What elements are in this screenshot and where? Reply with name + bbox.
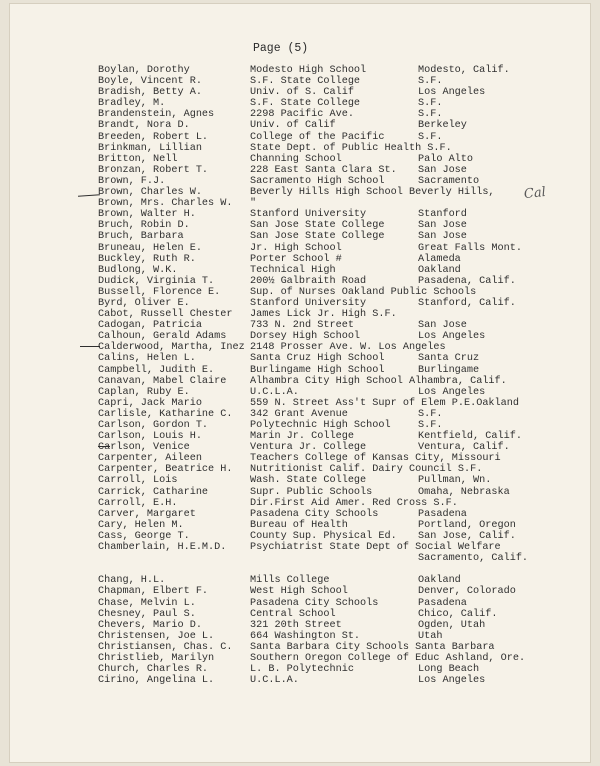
entry-name: Bussell, Florence E. (98, 286, 221, 298)
list-item (98, 464, 568, 475)
entry-location: Berkeley (418, 120, 467, 132)
entry-affiliation: County Sup. Physical Ed. (250, 530, 397, 542)
entry-name: Cary, Helen M. (98, 519, 184, 531)
entry-affiliation: San Jose State College (250, 220, 385, 232)
entry-name: Carlson, Gordon T. (98, 420, 209, 431)
entry-name: Byrd, Oliver E. (98, 297, 190, 309)
list-item (98, 609, 568, 620)
entry-affiliation: 559 N. Street Ass't Supr of Elem P.E.Oakland (250, 397, 519, 409)
entry-location: S.F. (418, 109, 443, 121)
entry-affiliation: Bureau of Health (250, 519, 348, 531)
entry-location: Portland, Oregon (418, 519, 516, 531)
entry-location: Alameda (418, 253, 461, 265)
list-item (98, 231, 568, 242)
entry-name: Cadogan, Patricia (98, 320, 202, 332)
entry-affiliation: U.C.L.A. (250, 675, 299, 687)
entry-name: Carroll, Lois (98, 475, 178, 487)
entry-name: Bronzan, Robert T. (98, 164, 209, 176)
list-item (98, 509, 568, 520)
entry-name: Breeden, Robert L. (98, 131, 209, 143)
list-item (98, 120, 568, 131)
entry-location: Los Angeles (418, 386, 486, 398)
entry-location: Los Angeles (418, 87, 486, 99)
list-item (98, 586, 568, 597)
entry-location: Stanford (418, 209, 467, 221)
list-item (98, 320, 568, 331)
page-title: Page (5) (253, 42, 309, 55)
entry-location: Long Beach (418, 664, 480, 676)
entry-affiliation: U.C.L.A. (250, 386, 299, 398)
list-item (98, 653, 568, 664)
list-item (98, 109, 568, 120)
entry-affiliation: 2298 Pacific Ave. (250, 109, 354, 121)
entry-name: Carrick, Catharine (98, 486, 209, 498)
entry-affiliation: James Lick Jr. High S.F. (250, 309, 397, 321)
list-item (98, 675, 568, 686)
entry-affiliation: Central School (250, 608, 336, 620)
entry-location: Denver, Colorado (418, 586, 516, 598)
entry-location: Oakland (418, 575, 461, 587)
entry-name: Chevers, Mario D. (98, 619, 202, 631)
list-item (98, 475, 568, 486)
entry-location: Los Angeles (418, 331, 486, 343)
entry-name: Brandt, Nora D. (98, 120, 190, 132)
entry-name: Britton, Nell (98, 153, 178, 165)
entry-affiliation: College of the Pacific (250, 131, 385, 143)
entry-location: Santa Cruz (418, 353, 480, 365)
entry-affiliation: Teachers College of Kansas City, Missouri (250, 453, 501, 465)
entry-affiliation: Santa Cruz High School (250, 353, 385, 365)
entry-affiliation: Technical High (250, 264, 336, 276)
entry-affiliation: Pasadena City Schools (250, 508, 379, 520)
entry-name: Bruch, Barbara (98, 231, 184, 243)
entry-affiliation: L. B. Polytechnic (250, 664, 354, 676)
entry-affiliation: Dorsey High School (250, 331, 361, 343)
list-item (98, 420, 568, 431)
entry-location: Chico, Calif. (418, 608, 498, 620)
entry-name: Budlong, W.K. (98, 264, 178, 276)
entry-name: Capri, Jack Mario (98, 397, 202, 409)
entry-affiliation: Burlingame High School (250, 364, 385, 376)
list-item (98, 276, 568, 287)
entry-location: Palo Alto (418, 153, 474, 165)
entry-name: Caplan, Ruby E. (98, 386, 190, 398)
entry-affiliation: Nutritionist Calif. Dairy Council S.F. (250, 464, 483, 476)
list-item (98, 342, 568, 353)
entry-affiliation: 228 East Santa Clara St. (250, 164, 397, 176)
entry-name: Dudick, Virginia T. (98, 275, 215, 287)
entry-location: San Jose (418, 220, 467, 232)
entry-location: Omaha, Nebraska (418, 486, 510, 498)
entry-affiliation: Sacramento High School (250, 175, 385, 187)
pencil-check-mark (78, 194, 100, 197)
entry-name: Carlisle, Katharine C. (98, 408, 233, 420)
list-item (98, 453, 568, 464)
entry-affiliation: State Dept. of Public Health S.F. (250, 142, 452, 154)
list-item (98, 620, 568, 631)
entry-affiliation: Dir.First Aid Amer. Red Cross S.F. (250, 497, 458, 509)
entry-name: Brown, F.J. (98, 175, 166, 187)
entry-location: Great Falls Mont. (418, 242, 522, 254)
entry-location: Pasadena (418, 508, 467, 520)
entry-name: Christiansen, Chas. C. (98, 641, 233, 653)
entry-location: Oakland (418, 264, 461, 276)
entry-location: Ventura, Calif. (418, 442, 510, 454)
entry-affiliation: Supr. Public Schools (250, 486, 373, 498)
list-item (98, 176, 568, 187)
entry-affiliation: 664 Washington St. (250, 630, 361, 642)
entry-name: Carpenter, Beatrice H. (98, 464, 233, 476)
entry-affiliation: Alhambra City High School Alhambra, Calif. (250, 375, 507, 387)
entry-name: Calins, Helen L. (98, 353, 196, 365)
list-item (98, 642, 568, 653)
list-item (98, 254, 568, 265)
list-item (98, 398, 568, 409)
entry-affiliation: Mills College (250, 575, 330, 587)
entry-affiliation: Jr. High School (250, 242, 342, 254)
list-item (98, 198, 568, 209)
entry-location: S.F. (418, 420, 443, 431)
entry-location: Pasadena (418, 597, 467, 609)
list-item (98, 132, 568, 143)
entry-location: S.F. (418, 76, 443, 88)
entry-affiliation: " (250, 198, 257, 210)
list-item (98, 553, 568, 564)
list-item (98, 165, 568, 176)
list-item (98, 498, 568, 509)
list-item (98, 353, 568, 364)
entry-affiliation: San Jose State College (250, 231, 385, 243)
entry-name: Campbell, Judith E. (98, 364, 215, 376)
entry-name: Chesney, Paul S. (98, 608, 196, 620)
entry-name: Bruneau, Helen E. (98, 242, 202, 254)
entry-affiliation: Porter School # (250, 253, 342, 265)
entry-name: Chapman, Elbert F. (98, 586, 209, 598)
list-item (98, 331, 568, 342)
entry-location: Utah (418, 630, 443, 642)
entry-location: S.F. (418, 408, 443, 420)
entry-location: Pasadena, Calif. (418, 275, 516, 287)
entry-affiliation: Wash. State College (250, 475, 367, 487)
entry-name: Church, Charles R. (98, 664, 209, 676)
entry-name: Calhoun, Gerald Adams (98, 331, 227, 343)
entry-affiliation: Beverly Hills High School Beverly Hills, (250, 187, 495, 199)
list-item (98, 387, 568, 398)
entry-name: Brinkman, Lillian (98, 142, 202, 154)
entry-location: S.F. (418, 98, 443, 110)
entry-affiliation: Modesto High School (250, 65, 367, 76)
entry-name: Christlieb, Marilyn (98, 652, 215, 664)
list-item (98, 65, 568, 76)
entry-name: Boyle, Vincent R. (98, 76, 202, 88)
entry-name: Brown, Charles W. (98, 187, 202, 199)
entry-name: Brown, Mrs. Charles W. (98, 198, 233, 210)
list-item (98, 187, 568, 198)
list-item (98, 76, 568, 87)
document-page (10, 4, 590, 762)
entry-location: Burlingame (418, 364, 480, 376)
entry-location: Sacramento (418, 175, 480, 187)
list-item (98, 365, 568, 376)
list-item (98, 287, 568, 298)
entry-location: San Jose (418, 320, 467, 332)
list-item (98, 265, 568, 276)
entry-location: Los Angeles (418, 675, 486, 687)
entry-name: Chamberlain, H.E.M.D. (98, 542, 227, 554)
pencil-check-mark (80, 346, 100, 347)
list-item (98, 87, 568, 98)
list-item (98, 520, 568, 531)
entry-affiliation: 733 N. 2nd Street (250, 320, 354, 332)
list-item (98, 531, 568, 542)
entry-affiliation: 321 20th Street (250, 619, 342, 631)
entry-affiliation: Stanford University (250, 209, 367, 221)
entry-name: Canavan, Mabel Claire (98, 375, 227, 387)
entry-name: Calderwood, Martha, Inez (98, 342, 245, 354)
entry-location: San Jose (418, 164, 467, 176)
handwritten-note: Cal (523, 184, 547, 203)
list-item (98, 409, 568, 420)
entry-name: Carpenter, Aileen (98, 453, 202, 465)
entry-affiliation: Ventura Jr. College (250, 442, 367, 454)
entry-affiliation: Stanford University (250, 297, 367, 309)
entry-affiliation: Southern Oregon College of Educ Ashland, Ore. (250, 652, 526, 664)
list-item (98, 220, 568, 231)
entry-name: Bradley, M. (98, 98, 166, 110)
list-item (98, 431, 568, 442)
list-item (98, 243, 568, 254)
list-item (98, 309, 568, 320)
entry-location: San Jose (418, 231, 467, 243)
list-item (98, 143, 568, 154)
list-item (98, 209, 568, 220)
entry-name: Carlson, Venice (98, 442, 190, 454)
list-item (98, 487, 568, 498)
list-item (98, 664, 568, 675)
entry-affiliation: 200½ Galbraith Road (250, 275, 367, 287)
entry-affiliation: Psychiatrist State Dept of Social Welfare (250, 542, 501, 554)
list-item (98, 298, 568, 309)
entry-location: Kentfield, Calif. (418, 431, 522, 443)
entry-affiliation: Univ. of Calif (250, 120, 336, 132)
entry-name: Carlson, Louis H. (98, 431, 202, 443)
entry-affiliation: S.F. State College (250, 76, 361, 88)
entry-name: Chase, Melvin L. (98, 597, 196, 609)
entry-name: Carver, Margaret (98, 508, 196, 520)
entry-affiliation: Santa Barbara City Schools Santa Barbara (250, 641, 495, 653)
entry-name: Buckley, Ruth R. (98, 253, 196, 265)
entry-affiliation: Polytechnic High School (250, 420, 391, 431)
directory-list (98, 65, 568, 686)
entry-name: Cabot, Russell Chester (98, 309, 233, 321)
entry-name: Cass, George T. (98, 530, 190, 542)
entry-location: Ogden, Utah (418, 619, 486, 631)
entry-name: Chang, H.L. (98, 575, 166, 587)
entry-name: Brown, Walter H. (98, 209, 196, 221)
entry-affiliation: 2148 Prosser Ave. W. Los Angeles (250, 342, 446, 354)
list-item (98, 442, 568, 453)
list-item (98, 376, 568, 387)
list-item (98, 542, 568, 553)
list-item (98, 98, 568, 109)
entry-name: Carroll, E.H. (98, 497, 178, 509)
entry-location: S.F. (418, 131, 443, 143)
entry-name: Bruch, Robin D. (98, 220, 190, 232)
entry-affiliation: Channing School (250, 153, 342, 165)
entry-location: Stanford, Calif. (418, 297, 516, 309)
entry-name: Boylan, Dorothy (98, 65, 190, 76)
list-item (98, 598, 568, 609)
entry-location: Pullman, Wn. (418, 475, 492, 487)
entry-affiliation: Pasadena City Schools (250, 597, 379, 609)
entry-name: Brandenstein, Agnes (98, 109, 215, 121)
entry-location: San Jose, Calif. (418, 530, 516, 542)
list-item (98, 631, 568, 642)
entry-name: Cirino, Angelina L. (98, 675, 215, 687)
entry-name: Christensen, Joe L. (98, 630, 215, 642)
entry-affiliation: Sup. of Nurses Oakland Public Schools (250, 286, 477, 298)
entry-location: Sacramento, Calif. (418, 553, 529, 565)
list-item (98, 154, 568, 165)
list-item (98, 564, 568, 586)
entry-affiliation: Univ. of S. Calif (250, 87, 354, 99)
entry-location: Modesto, Calif. (418, 65, 510, 76)
entry-name: Bradish, Betty A. (98, 87, 202, 99)
entry-affiliation: West High School (250, 586, 348, 598)
entry-affiliation: Marin Jr. College (250, 431, 354, 443)
entry-affiliation: 342 Grant Avenue (250, 408, 348, 420)
entry-affiliation: S.F. State College (250, 98, 361, 110)
